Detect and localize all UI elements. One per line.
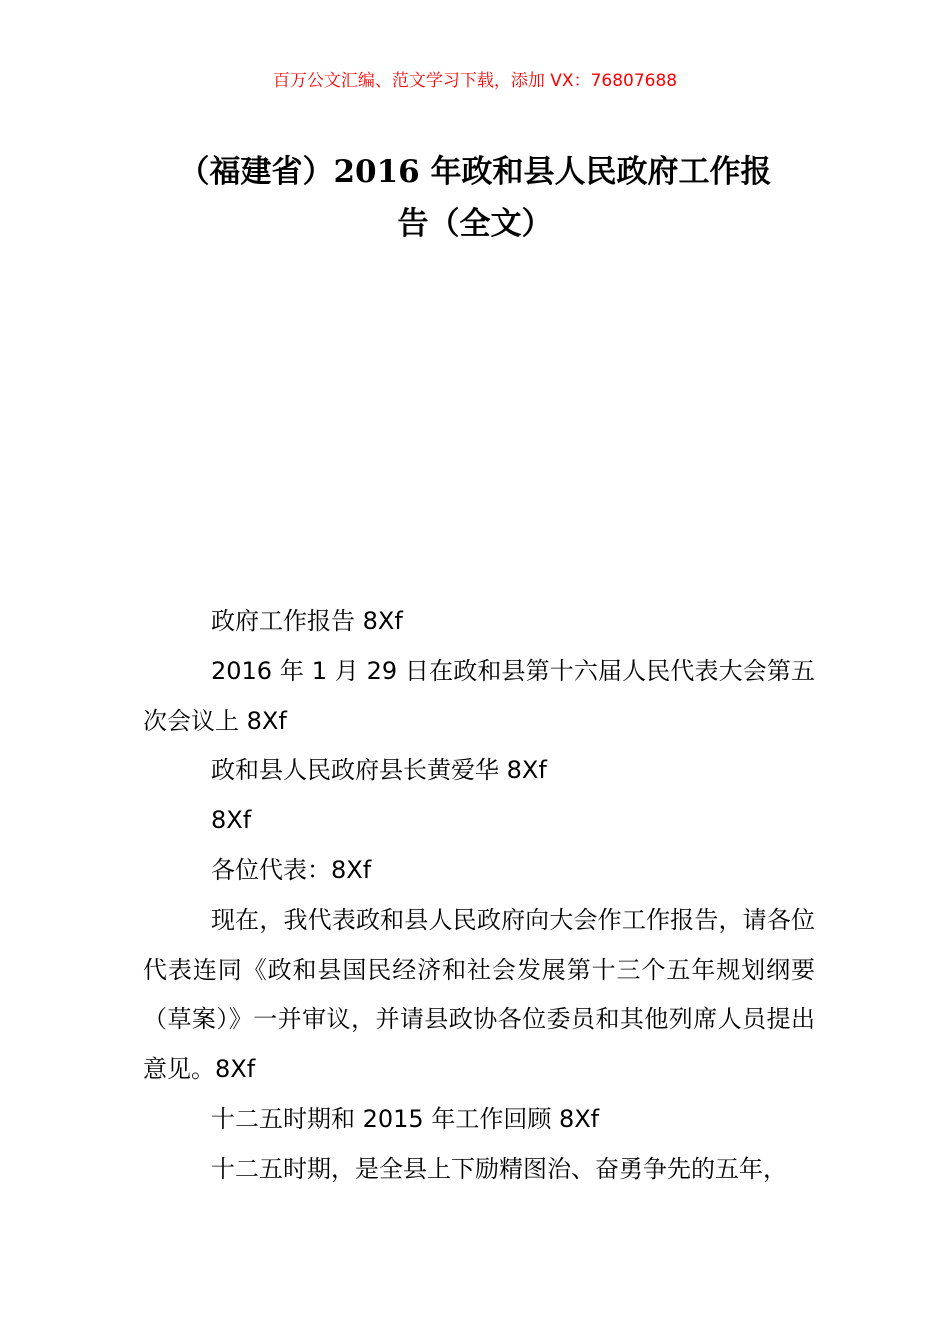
document-title <box>140 146 810 250</box>
paragraph-report-heading: 政府工作报告 8Xf <box>211 607 403 635</box>
document-title-line-2: 告（全文） <box>397 206 553 242</box>
document-title-line-1: （福建省）2016 年政和县人民政府工作报 <box>178 154 772 190</box>
paragraph-section-heading: 十二五时期和 2015 年工作回顾 8Xf <box>211 1104 600 1133</box>
header-banner: 百万公文汇编、范文学习下载，添加 VX：76807688 <box>272 71 678 91</box>
paragraph-speaker: 政和县人民政府县长黄爱华 8Xf <box>211 756 547 785</box>
paragraph-marker: 8Xf <box>211 806 252 835</box>
paragraph-review-start: 十二五时期，是全县上下励精图治、奋勇争先的五年， <box>211 1154 787 1183</box>
paragraph-introduction: 现在，我代表政和县人民政府向大会作工作报告，请各位代表连同《政和县国民经济和社会发展第十三个五年规划纲要（草案）》一并审议，并请县政协各位委员和其他列席人员提出意见。8Xf <box>143 905 815 1084</box>
document-body <box>143 597 815 1195</box>
paragraph-meeting-date: 2016 年 1 月 29 日在政和县第十六届人民代表大会第五次会议上 8Xf <box>143 656 815 735</box>
paragraph-salutation: 各位代表：8Xf <box>211 855 372 884</box>
